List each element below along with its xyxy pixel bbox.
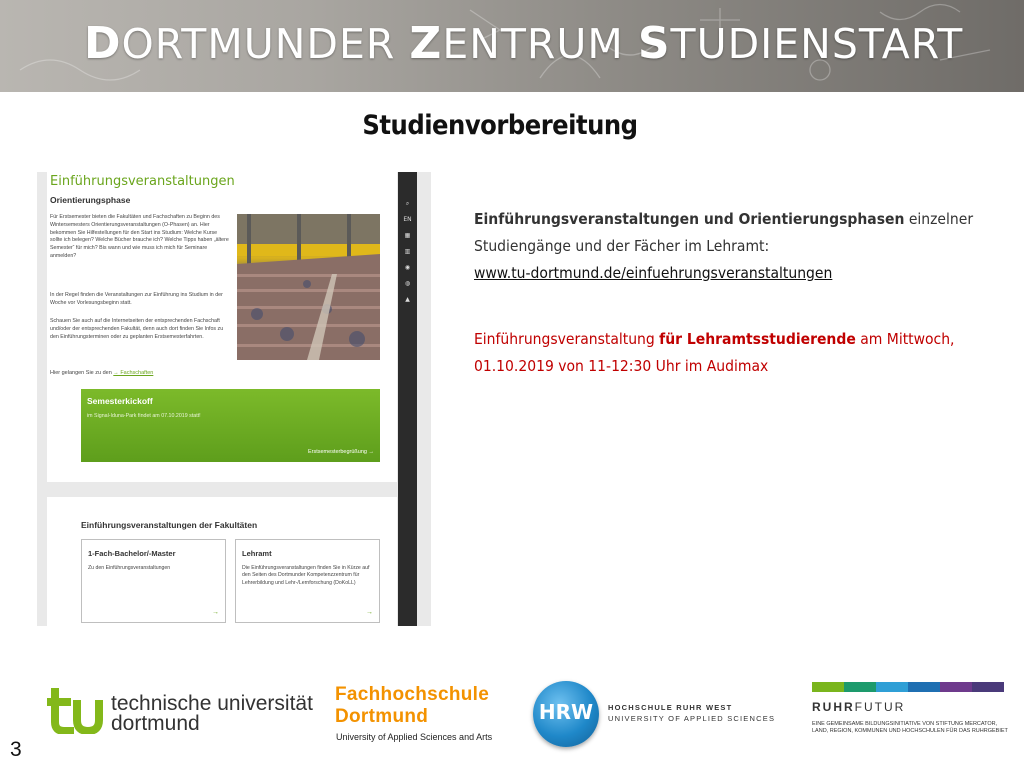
ruhrfutur-bar-5 bbox=[940, 682, 972, 692]
ruhrfutur-logo-name bbox=[812, 700, 905, 714]
ruhrfutur-name-bold: RUHR bbox=[812, 700, 855, 714]
card-text: Die Einführungsveranstaltungen finden Sie in Kürze auf den Seiten des Dortmunder Kompetenzzentrum für Lehrerbildung und Lehr-/Lernforschung (DoKoLL) bbox=[242, 565, 370, 586]
stadium-crowd-image bbox=[237, 214, 380, 360]
fachschaften-link[interactable]: → Fachschaften bbox=[113, 370, 154, 376]
intro-text: einzelner Studiengänge und der Fächer im Lehramt: bbox=[474, 210, 974, 255]
page-number: 3 bbox=[10, 738, 22, 761]
semesterkickoff-banner[interactable] bbox=[81, 389, 380, 462]
banner-title-initial-1: D bbox=[84, 18, 122, 69]
hrw-logo-letters: HRW bbox=[538, 700, 594, 724]
faculties-heading: Einführungsveranstaltungen der Fakultäten bbox=[81, 520, 258, 530]
website-heading: Einführungsveranstaltungen bbox=[50, 174, 235, 189]
ruhrfutur-bar-2 bbox=[844, 682, 876, 692]
card-lehramt[interactable] bbox=[235, 539, 380, 623]
tu-dortmund-logo-text bbox=[111, 694, 313, 734]
intro-paragraph bbox=[474, 206, 994, 287]
ruhrfutur-bar-1 bbox=[812, 682, 844, 692]
card-title: 1-Fach-Bachelor/-Master bbox=[88, 549, 176, 558]
banner-title-part-2: ENTRUM bbox=[442, 20, 638, 68]
arrow-right-icon[interactable]: → bbox=[366, 609, 373, 616]
card-text: Zu den Einführungsveranstaltungen bbox=[88, 565, 171, 571]
building-icon[interactable]: ▥ bbox=[404, 248, 411, 255]
website-paragraph-2: In der Regel finden die Veranstaltungen zur Einführung ins Studium in der Woche vor Vorlesungsbeginn statt. bbox=[50, 292, 223, 306]
card-title: Lehramt bbox=[242, 549, 272, 558]
location-pin-icon[interactable]: ◉ bbox=[404, 264, 411, 271]
ruhrfutur-bar-6 bbox=[972, 682, 1004, 692]
event-text-end: am Mittwoch, 01.10.2019 von 11-12:30 Uhr im Audimax bbox=[474, 330, 955, 375]
intro-bold-text: Einführungsveranstaltungen und Orientierungsphasen bbox=[474, 210, 905, 228]
ruhrfutur-color-bars bbox=[812, 682, 1004, 692]
ruhrfutur-logo-subtitle: EINE GEMEINSAME BILDUNGSINITIATIVE VON STIFTUNG MERCATOR, LAND, REGION, KOMMUNEN UND HOCHSCHULEN FÜR DAS RUHRGEBIET bbox=[812, 721, 1008, 734]
website-screenshot bbox=[37, 172, 431, 626]
calendar-icon[interactable]: ▦ bbox=[404, 232, 411, 239]
website-paragraph-1: Für Erstsemester bieten die Fakultäten und Fachschaften zu Beginn des Wintersemesters Orientierungsveranstaltungen (O-Phasen) an. Hier bekommen Sie Hilfestellungen für den Start ins Studium: Welche Kurse sollte ich belegen? Welche Bücher brauche ich? Welche Tipps haben „ältere Semester“ für mich? Bis wann und wie muss ich mich für Seminare anmelden? bbox=[50, 214, 229, 259]
website-content bbox=[47, 172, 397, 626]
fh-dortmund-logo-line-2: Dortmund bbox=[335, 706, 429, 727]
card-bachelor-master[interactable] bbox=[81, 539, 226, 623]
hrw-logo-line-2: UNIVERSITY OF APPLIED SCIENCES bbox=[608, 714, 776, 723]
globe-icon[interactable]: ◍ bbox=[404, 280, 411, 287]
tu-logo-line-2: dortmund bbox=[111, 712, 200, 735]
website-paragraph-3: Schauen Sie auch auf die Internetseiten der entsprechenden Fachschaft und/oder der entsprechenden Fakultät, denn auch dort finden Sie Infos zu den Einführungsterminen oder zu geplanten Erstsemesterfahrten. bbox=[50, 318, 224, 340]
ruhrfutur-name-rest: FUTUR bbox=[854, 700, 906, 714]
fachschaften-link-prefix: Hier gelangen Sie zu den bbox=[50, 370, 112, 376]
search-icon[interactable]: ⌕ bbox=[405, 200, 410, 207]
event-bold-text: für Lehramtsstudierende bbox=[659, 330, 856, 348]
fachschaften-link-line bbox=[50, 370, 153, 376]
stadium-photo bbox=[237, 214, 380, 360]
semesterkickoff-text: im Signal-Iduna-Park findet am 07.10.2019 statt! bbox=[87, 413, 201, 419]
chart-icon[interactable]: ▲ bbox=[405, 296, 410, 303]
lehramt-event-paragraph bbox=[474, 326, 994, 380]
language-switch[interactable]: EN bbox=[403, 216, 412, 223]
einfuehrungsveranstaltungen-url[interactable]: www.tu-dortmund.de/einfuehrungsveranstaltungen bbox=[474, 264, 833, 282]
ruhrfutur-bar-3 bbox=[876, 682, 908, 692]
hrw-logo-line-1: HOCHSCHULE RUHR WEST bbox=[608, 703, 733, 712]
banner-title-part-1: ORTMUNDER bbox=[121, 20, 410, 68]
erstsemesterbegruessung-link[interactable]: Erstsemesterbegrüßung → bbox=[307, 449, 374, 455]
website-subheading: Orientierungsphase bbox=[50, 195, 131, 205]
banner-title-initial-3: S bbox=[637, 18, 671, 69]
tu-dortmund-logo-mark bbox=[47, 688, 105, 734]
banner-title-initial-2: Z bbox=[409, 18, 443, 69]
fh-dortmund-logo-line-1: Fachhochschule bbox=[335, 684, 490, 705]
header-banner bbox=[0, 0, 1024, 92]
website-section-divider bbox=[37, 482, 431, 497]
banner-title-part-3: TUDIENSTART bbox=[670, 20, 964, 68]
website-side-rail bbox=[398, 172, 417, 626]
slide-title: Studienvorbereitung bbox=[362, 110, 638, 141]
ruhrfutur-bar-4 bbox=[908, 682, 940, 692]
event-text-start: Einführungsveranstaltung bbox=[474, 330, 660, 348]
banner-title bbox=[84, 18, 984, 69]
fh-dortmund-logo-subtitle: University of Applied Sciences and Arts bbox=[336, 732, 493, 742]
tu-logo-line-1: technische universität bbox=[111, 692, 313, 715]
semesterkickoff-title: Semesterkickoff bbox=[87, 396, 153, 406]
arrow-right-icon[interactable]: → bbox=[212, 609, 219, 616]
